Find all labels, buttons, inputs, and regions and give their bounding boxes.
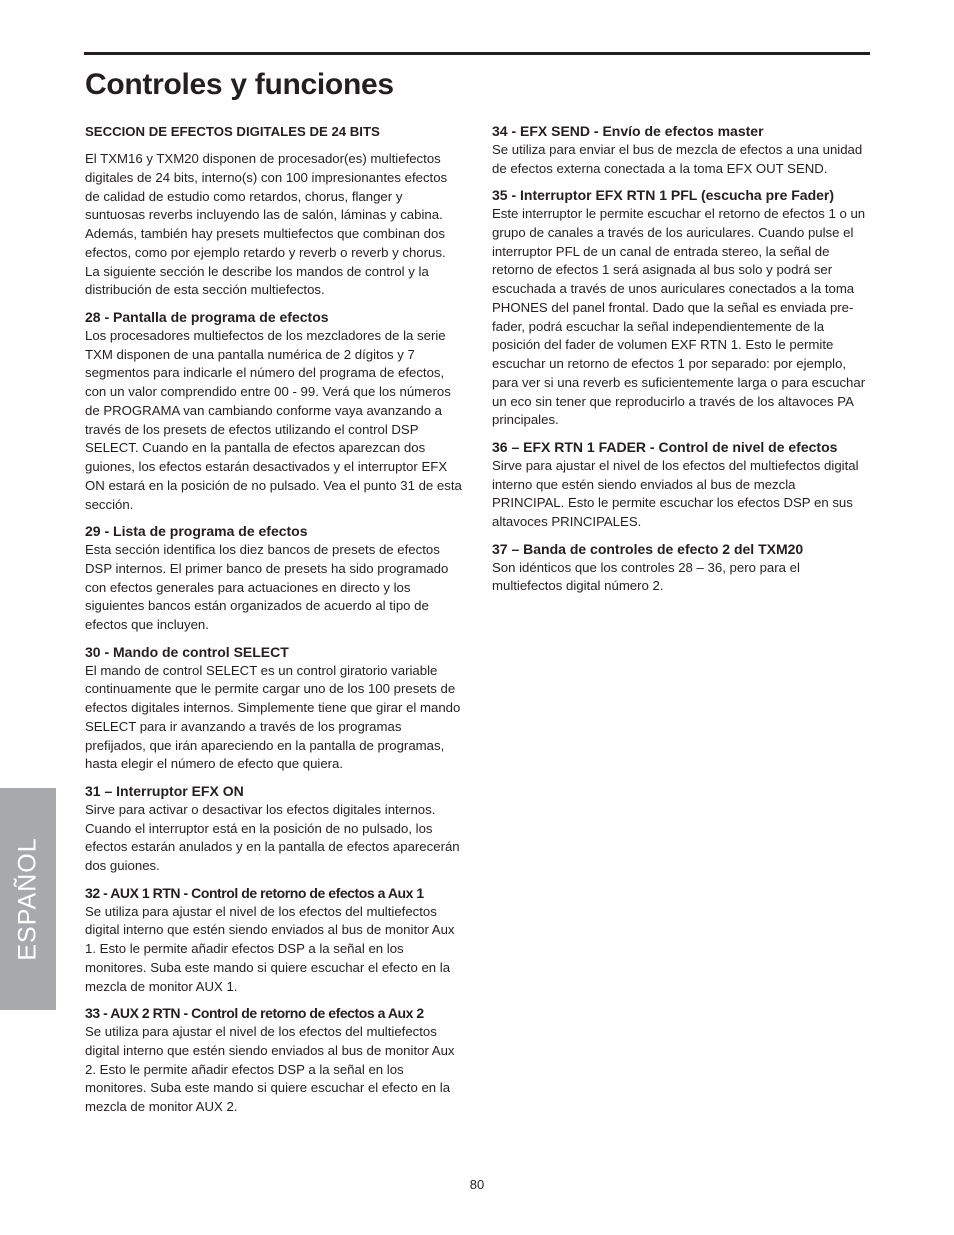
item-title: 33 - AUX 2 RTN - Control de retorno de efectos a Aux 2 — [85, 1005, 424, 1022]
item-text: Esta sección identifica los diez bancos de presets de efectos DSP internos. El primer banco de presets ha sido programado con efectos generales para actuaciones en directo y los siguientes bancos están organizados de acuerdo al tipo de efectos que incluyen. — [85, 542, 449, 632]
side-tab-label: ESPAÑOL — [13, 837, 42, 961]
item-28 — [85, 308, 463, 514]
language-side-tab — [0, 788, 56, 1010]
item-text: Son idénticos que los controles 28 – 36, pero para el multiefectos digital número 2. — [492, 559, 800, 594]
item-title: 29 - Lista de programa de efectos — [85, 523, 308, 540]
item-title: 35 - Interruptor EFX RTN 1 PFL (escucha pre Fader) — [492, 187, 835, 204]
item-33 — [85, 1004, 463, 1117]
section-heading: SECCION DE EFECTOS DIGITALES DE 24 BITS — [85, 124, 380, 139]
page-title: Controles y funciones — [85, 68, 394, 101]
intro-paragraph: El TXM16 y TXM20 disponen de procesador(es) multiefectos digitales de 24 bits, interno(s) con 100 impresionantes efectos de calidad de estudio como retardos, chorus, flanger y suntuosas reverbs incluyendo las de salón, láminas y cabina. Además, también hay presets multiefectos que combinan dos efectos, como por ejemplo retardo y reverb o reverb y chorus. La siguiente sección le describe los mandos de control y la distribución de esta sección multiefectos. — [85, 151, 448, 298]
item-title: 31 – Interruptor EFX ON — [85, 783, 244, 799]
item-title: 30 - Mando de control SELECT — [85, 643, 289, 660]
item-text: Se utiliza para ajustar el nivel de los efectos del multiefectos digital interno que estén siendo enviados al bus de monitor Aux 2. Esto le permite añadir efectos DSP a la señal en los monitores. Suba este mando si quiere escuchar el efecto en la mezcla de monitor AUX 2. — [85, 1024, 455, 1114]
item-text: Los procesadores multiefectos de los mezcladores de la serie TXM disponen de una pantalla numérica de 2 dígitos y 7 segmentos para indicarle el número del programa de efectos, con un valor comprendido entre 00 - 99. Verá que los números de PROGRAMA van cambiando conforme vaya avanzando a través de los presets de efectos utilizando el control DSP SELECT. Cuando en la pantalla de efectos aparezcan dos guiones, los efectos estarán desactivados y el interruptor EFX ON estará en la posición de no pulsado. Vea el punto 31 de esta sección. — [85, 327, 462, 512]
item-title: 28 - Pantalla de programa de efectos — [85, 309, 329, 325]
item-title: 34 - EFX SEND - Envío de efectos master — [492, 123, 764, 139]
page-number: 80 — [469, 1177, 485, 1192]
item-text: El mando de control SELECT es un control giratorio variable continuamente que le permite cargar uno de los 100 presets de efectos digitales internos. Simplemente tiene que girar el mando SELECT para ir avanzando a través de los programas prefijados, que irán apareciendo en la pantalla de programas, hasta elegir el número de efecto que quiera. — [85, 662, 461, 772]
item-text: Sirve para activar o desactivar los efectos digitales internos. Cuando el interruptor está en la posición de no pulsado, los efectos estarán anulados y en la pantalla de efectos aparecerán dos guiones. — [85, 801, 460, 873]
item-30 — [85, 643, 463, 774]
item-34 — [492, 122, 870, 178]
item-32 — [85, 884, 463, 997]
top-rule — [84, 52, 870, 55]
left-column — [85, 122, 463, 1125]
item-title: 36 – EFX RTN 1 FADER - Control de nivel de efectos — [492, 439, 838, 455]
item-text: Se utiliza para ajustar el nivel de los efectos del multiefectos digital interno que estén siendo enviados al bus de monitor Aux 1. Esto le permite añadir efectos DSP a la señal en los monitores. Suba este mando si quiere escuchar el efecto en la mezcla de monitor AUX 1. — [85, 903, 455, 994]
item-31 — [85, 782, 463, 876]
right-column — [492, 122, 870, 604]
item-text: Se utiliza para enviar el bus de mezcla de efectos a una unidad de efectos externa conectada a la toma EFX OUT SEND. — [492, 141, 863, 176]
item-35 — [492, 186, 870, 430]
item-36 — [492, 438, 870, 532]
item-title: 37 – Banda de controles de efecto 2 del TXM20 — [492, 540, 804, 557]
item-29 — [85, 522, 463, 635]
item-text: Este interruptor le permite escuchar el retorno de efectos 1 o un grupo de canales a través de los auriculares. Cuando pulse el interruptor PFL de un canal de entrada stereo, la señal de retorno de efectos 1 será asignada al bus solo y podrá ser escuchada a través de unos auriculares conectados a la toma PHONES del panel frontal. Dado que la señal es enviada pre-fader, podrá escuchar la señal independientemente de la posición del fader de volumen EXF RTN 1. Esto le permite escuchar un retorno de efectos 1 por separado: por ejemplo, para ver si una reverb es suficientemente larga o para escuchar un eco sin tener que reproducirlo a través de los altavoces PA principales. — [492, 206, 866, 428]
item-title: 32 - AUX 1 RTN - Control de retorno de efectos a Aux 1 — [85, 884, 424, 901]
item-37 — [492, 540, 870, 596]
item-text: Sirve para ajustar el nivel de los efectos del multiefectos digital interno que estén siendo enviados al bus de mezcla PRINCIPAL. Esto le permite escuchar los efectos DSP en sus altavoces PRINCIPALES. — [492, 457, 859, 529]
